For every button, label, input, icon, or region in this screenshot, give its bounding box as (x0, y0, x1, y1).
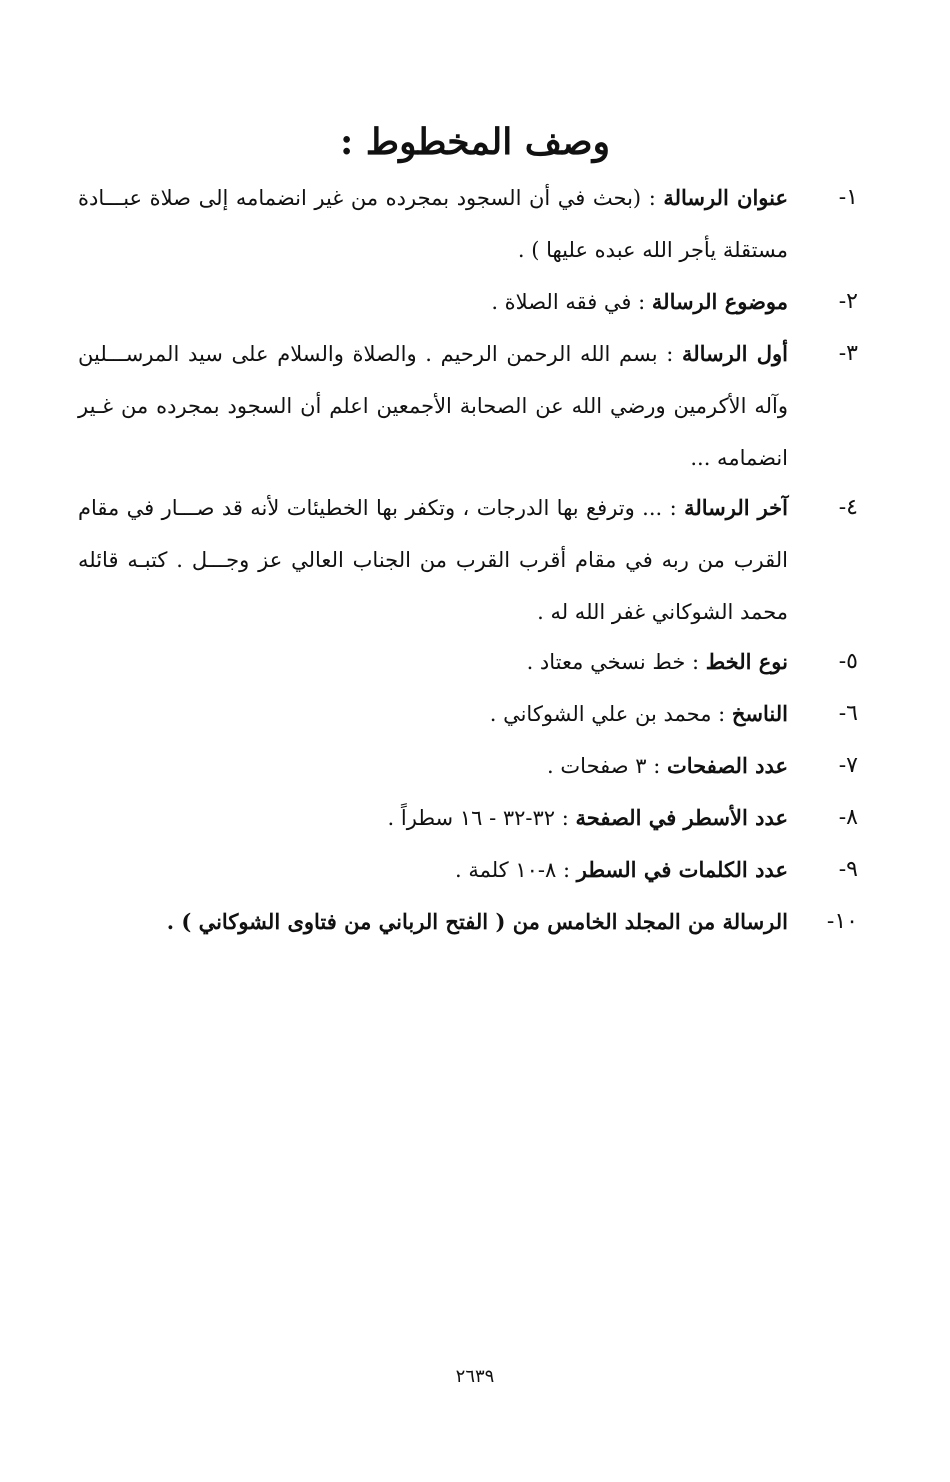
item-number: ٣- (838, 341, 858, 366)
item-text: : ٣٢-٣٢ - ١٦ سطراً . (387, 806, 576, 830)
item-body (78, 328, 788, 484)
item-body (78, 688, 788, 740)
item-body (78, 172, 788, 276)
item-text: : ٣ صفحات . (547, 754, 667, 778)
item-number: ٢- (838, 289, 858, 314)
item-text: : ... وترفع بها الدرجات ، وتكفر بها الخطيئات لأنه قد صـــار في مقام القرب من ربه في مقام أقرب القرب من الجناب العالي عز وجـــل . كتبـه قائله محمد الشوكاني غفر الله له . (78, 496, 788, 624)
list-item (78, 172, 858, 276)
item-number: ١٠- (826, 909, 858, 934)
item-body (78, 482, 788, 638)
item-number: ٤- (838, 495, 858, 520)
item-body (78, 636, 788, 688)
item-label: نوع الخط (705, 649, 788, 674)
list-item (78, 688, 858, 740)
item-body (78, 896, 788, 948)
item-label: الناسخ (731, 701, 788, 726)
item-number: ٩- (838, 857, 858, 882)
list-item (78, 844, 858, 896)
item-text: : (بحث في أن السجود بمجرده من غير انضمامه إلى صلاة عبـــادة مستقلة يأجر الله عبده عليها ) . (78, 186, 788, 262)
item-label: عنوان الرسالة (663, 185, 788, 210)
page-number: ٢٦٣٩ (455, 1366, 495, 1387)
list-item (78, 482, 858, 638)
item-body (78, 276, 788, 328)
item-text: الرسالة من المجلد الخامس من ( الفتح الرباني من فتاوى الشوكاني ) . (166, 909, 788, 934)
item-text: : ٨-١٠ كلمة . (454, 858, 577, 882)
list-item (78, 740, 858, 792)
item-text: : في فقه الصلاة . (491, 290, 652, 314)
item-text: : محمد بن علي الشوكاني . (489, 702, 732, 726)
list-item (78, 896, 858, 948)
list-item (78, 792, 858, 844)
item-number: ٨- (838, 805, 858, 830)
item-text: : بسم الله الرحمن الرحيم . والصلاة والسلام على سيد المرســـلين وآله الأكرمين ورضي الله عن الصحابة الأجمعين اعلم أن السجود بمجرده من غـير انضمامه ... (78, 342, 788, 470)
item-label: موضوع الرسالة (651, 289, 788, 314)
list-item (78, 276, 858, 328)
item-label: عدد الأسطر في الصفحة (575, 805, 788, 830)
item-label: عدد الصفحات (666, 753, 788, 778)
item-label: آخر الرسالة (684, 495, 789, 520)
item-number: ٥- (838, 649, 858, 674)
item-body (78, 844, 788, 896)
list-item (78, 636, 858, 688)
item-text: : خط نسخي معتاد . (526, 650, 706, 674)
list-item (78, 328, 858, 484)
item-body (78, 792, 788, 844)
item-number: ٦- (838, 701, 858, 726)
item-label: أول الرسالة (682, 341, 788, 366)
item-number: ٧- (838, 753, 858, 778)
item-label: عدد الكلمات في السطر (576, 857, 788, 882)
item-number: ١- (838, 185, 858, 210)
item-body (78, 740, 788, 792)
page-title: وصف المخطوط : (339, 121, 611, 163)
